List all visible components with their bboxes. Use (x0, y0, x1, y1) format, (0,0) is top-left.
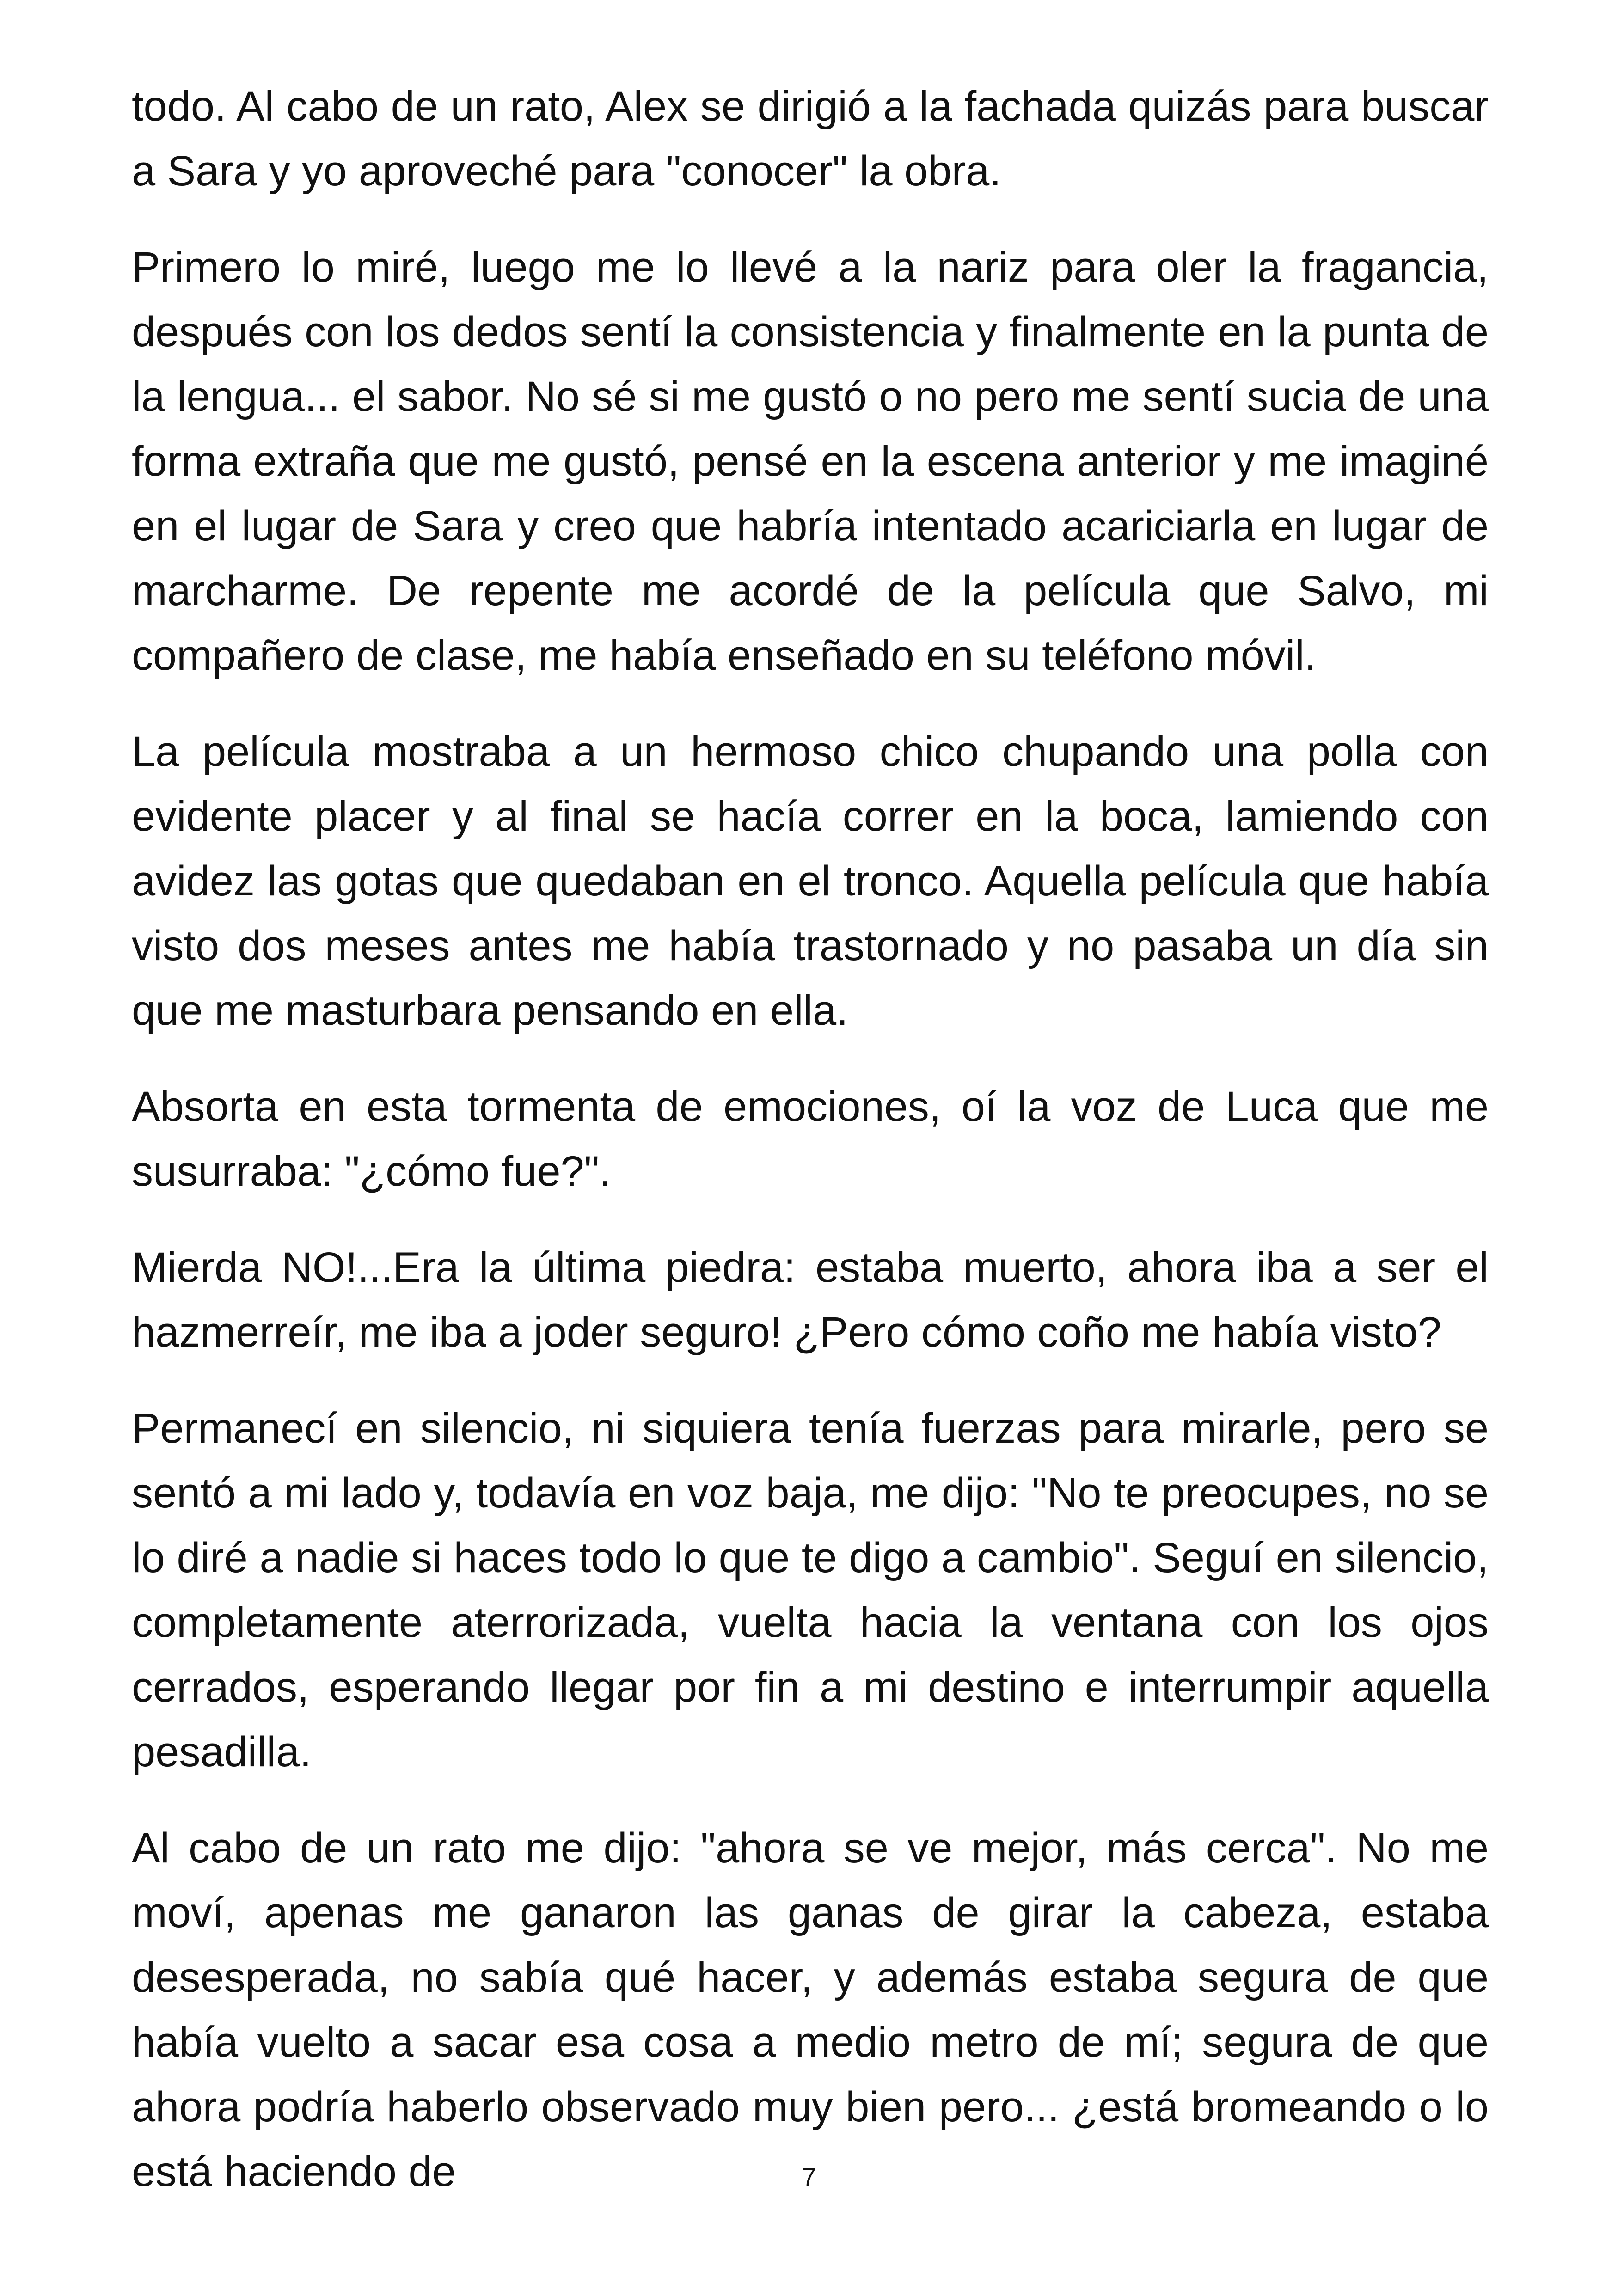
paragraph: Absorta en esta tormenta de emociones, oí la voz de Luca que me susurraba: "¿cómo fue?". (132, 1083, 1489, 1195)
page-body (132, 74, 1489, 2235)
paragraph: La película mostraba a un hermoso chico chupando una polla con evidente placer y al final se hacía correr en la boca, lamiendo con avidez las gotas que quedaban en el tronco. Aquella película que había visto dos meses antes me había trastornado y no pasaba un día sin que me masturbara pensando en ella. (132, 728, 1489, 1034)
paragraph: todo. Al cabo de un rato, Alex se dirigió a la fachada quizás para buscar a Sara y yo aproveché para "conocer" la obra. (132, 83, 1489, 195)
paragraph: Al cabo de un rato me dijo: "ahora se ve mejor, más cerca". No me moví, apenas me ganaron las ganas de girar la cabeza, estaba desesperada, no sabía qué hacer, y además estaba segura de que había vuelto a sacar esa cosa a medio metro de mí; segura de que ahora podría haberlo observado muy bien pero... ¿está bromeando o lo está haciendo de (132, 1825, 1489, 2195)
paragraph: Mierda NO!...Era la última piedra: estaba muerto, ahora iba a ser el hazmerreír, me iba a joder seguro! ¿Pero cómo coño me había visto? (132, 1244, 1489, 1356)
page-number: 7 (802, 2163, 816, 2191)
paragraph: Permanecí en silencio, ni siquiera tenía fuerzas para mirarle, pero se sentó a mi lado y, todavía en voz baja, me dijo: "No te preocupes, no se lo diré a nadie si haces todo lo que te digo a cambio". Seguí en silencio, completamente aterrorizada, vuelta hacia la ventana con los ojos cerrados, esperando llegar por fin a mi destino e interrumpir aquella pesadilla. (132, 1405, 1489, 1776)
paragraph: Primero lo miré, luego me lo llevé a la nariz para oler la fragancia, después con los dedos sentí la consistencia y finalmente en la punta de la lengua... el sabor. No sé si me gustó o no pero me sentí sucia de una forma extraña que me gustó, pensé en la escena anterior y me imaginé en el lugar de Sara y creo que habría intentado acariciarla en lugar de marcharme. De repente me acordé de la película que Salvo, mi compañero de clase, me había enseñado en su teléfono móvil. (132, 244, 1489, 679)
